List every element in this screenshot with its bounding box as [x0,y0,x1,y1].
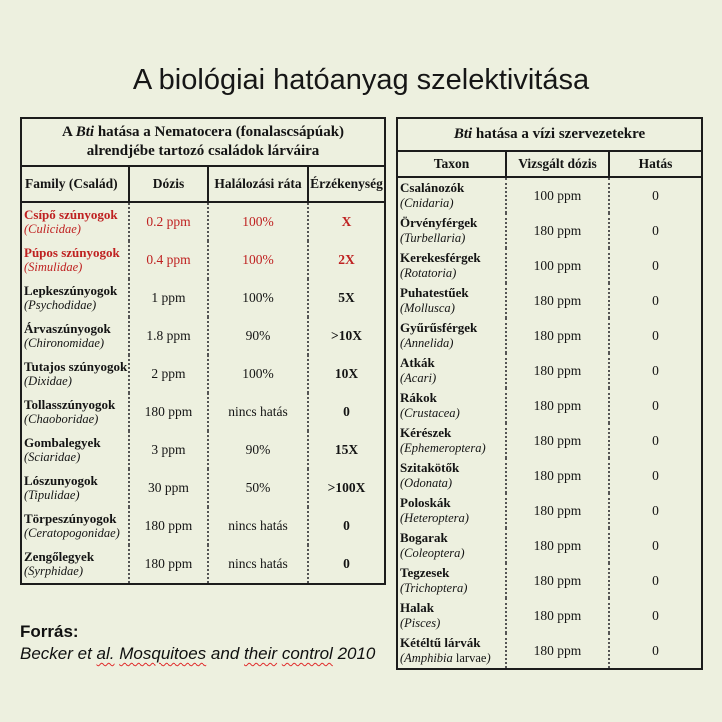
table-row [22,317,384,355]
family-cell [22,545,128,583]
aquatic-table-header-row [398,152,701,178]
dose-cell: 1.8 ppm [128,317,207,355]
aquatic-table-caption [398,119,701,152]
caption-segment: Bti [75,124,95,140]
caption-segment: A [61,124,76,140]
table-row [22,545,384,583]
table-row [22,279,384,317]
family-latin-name: (Sciaridae) [24,450,81,465]
effect-cell: 0 [608,388,701,423]
taxon-name: Halak [400,600,434,616]
effect-cell: 0 [608,318,701,353]
tested-dose-cell: 180 ppm [505,423,608,458]
family-name: Lepkeszúnyogok [24,282,118,298]
family-cell [22,241,128,279]
citation-segment: Becker et [20,644,97,663]
family-cell [22,317,128,355]
nematocera-table [20,117,386,585]
dose-cell: 180 ppm [128,545,207,583]
tested-dose-cell: 180 ppm [505,493,608,528]
taxon-name: Kétéltű lárvák [400,635,481,651]
tested-dose-cell: 180 ppm [505,353,608,388]
family-name: Árvaszúnyogok [24,320,111,336]
taxon-latin-name: (Annelida) [400,335,454,350]
family-latin-name: (Ceratopogonidae) [24,526,120,541]
sensitivity-cell: 2X [307,241,384,279]
dose-cell: 3 ppm [128,431,207,469]
table-row [22,431,384,469]
taxon-cell [398,353,505,388]
family-latin-name: (Tipulidae) [24,488,80,503]
taxon-latin-name: (Cnidaria) [400,195,454,210]
taxon-latin-name: (Acari) [400,370,437,385]
dose-cell: 180 ppm [128,507,207,545]
table-row [22,355,384,393]
source-citation [20,644,375,664]
tested-dose-cell: 100 ppm [505,178,608,213]
taxon-name: Örvényférgek [400,215,478,231]
table-row [22,241,384,279]
column-header-taxon: Taxon [433,156,470,172]
family-cell [22,507,128,545]
tested-dose-cell: 180 ppm [505,283,608,318]
aquatic-caption-line1 [400,125,699,144]
citation-segment: 2010 [332,644,376,663]
table-row [398,563,701,598]
family-latin-name: (Simulidae) [24,260,83,275]
family-latin-name: (Chaoboridae) [24,412,99,427]
taxon-latin-name: (Heteroptera) [400,510,469,525]
taxon-latin-suffix: larvae [452,650,487,665]
effect-cell: 0 [608,493,701,528]
mortality-cell: 50% [207,469,307,507]
tested-dose-cell: 180 ppm [505,633,608,668]
taxon-cell [398,528,505,563]
taxon-name: Tegzesek [400,565,450,581]
mortality-cell: 100% [207,279,307,317]
aquatic-table-body [398,178,701,668]
taxon-cell [398,493,505,528]
table-row [398,353,701,388]
citation-segment: Mosquitoes [119,644,207,663]
dose-cell: 1 ppm [128,279,207,317]
sensitivity-cell: 0 [307,393,384,431]
column-header-tested-dose: Vizsgált dózis [505,152,608,176]
table-row [398,248,701,283]
table-row [22,507,384,545]
mortality-cell: nincs hatás [207,393,307,431]
sensitivity-cell: >100X [307,469,384,507]
effect-cell: 0 [608,528,701,563]
family-latin-name: (Chironomidae) [24,336,105,351]
taxon-name: Puhatestűek [400,285,469,301]
taxon-name: Atkák [400,355,435,371]
mortality-cell: 90% [207,317,307,355]
family-cell [22,469,128,507]
citation-segment: and [206,644,244,663]
taxon-latin-name: (Ephemeroptera) [400,440,486,455]
sensitivity-cell: 0 [307,507,384,545]
table-row [398,178,701,213]
citation-segment: al. [96,644,115,663]
caption-segment: Bti [453,126,473,142]
family-name: Gombalegyek [24,434,101,450]
nematocera-table-header-row [22,167,384,203]
effect-cell: 0 [608,248,701,283]
family-name: Csípő szúnyogok [24,206,118,222]
effect-cell: 0 [608,563,701,598]
table-row [22,203,384,241]
mortality-cell: 100% [207,355,307,393]
nematocera-caption-line2: alrendjébe tartozó családok lárváira [86,143,320,160]
taxon-latin-name: (Odonata) [400,475,453,490]
taxon-latin-name: (Rotatoria) [400,265,457,280]
taxon-cell [398,213,505,248]
family-name: Törpeszúnyogok [24,510,117,526]
taxon-cell [398,598,505,633]
table-row [398,598,701,633]
family-name: Lószunyogok [24,472,98,488]
sensitivity-cell: 15X [307,431,384,469]
family-name: Púpos szúnyogok [24,244,120,260]
taxon-cell [398,633,505,668]
table-row [398,213,701,248]
table-row [398,633,701,668]
tested-dose-cell: 180 ppm [505,458,608,493]
taxon-cell [398,388,505,423]
taxon-name: Rákok [400,390,437,406]
family-latin-name: (Psychodidae) [24,298,97,313]
sensitivity-cell: 0 [307,545,384,583]
slide-title: A biológiai hatóanyag szelektivitása [132,64,590,96]
sensitivity-cell: X [307,203,384,241]
family-latin-name: (Dixidae) [24,374,72,389]
taxon-latin-name: (Coleoptera) [400,545,465,560]
dose-cell: 180 ppm [128,393,207,431]
source-block [20,622,375,664]
taxon-name: Bogarak [400,530,448,546]
taxon-name: Csalánozók [400,180,465,196]
column-header-mortality-rate: Halálozási ráta [207,167,307,201]
table-row [398,388,701,423]
family-cell [22,279,128,317]
source-label: Forrás: [20,622,79,641]
effect-cell: 0 [608,178,701,213]
effect-cell: 0 [608,633,701,668]
family-cell [22,431,128,469]
taxon-cell [398,283,505,318]
family-cell [22,393,128,431]
mortality-cell: 100% [207,203,307,241]
taxon-name: Kérészek [400,425,452,441]
effect-cell: 0 [608,423,701,458]
taxon-cell [398,458,505,493]
citation-segment: their [244,644,278,663]
effect-cell: 0 [608,213,701,248]
effect-cell: 0 [608,353,701,388]
taxon-latin-name: (Pisces) [400,615,441,630]
table-row [398,283,701,318]
taxon-latin-name: (Turbellaria) [400,230,466,245]
taxon-cell [398,563,505,598]
nematocera-table-caption [22,119,384,167]
family-cell [22,203,128,241]
effect-cell: 0 [608,598,701,633]
nematocera-caption-line1 [24,123,382,142]
tested-dose-cell: 180 ppm [505,388,608,423]
table-row [398,493,701,528]
tested-dose-cell: 100 ppm [505,248,608,283]
family-name: Zengőlegyek [24,548,95,564]
tested-dose-cell: 180 ppm [505,598,608,633]
tested-dose-cell: 180 ppm [505,563,608,598]
family-latin-name: (Culicidae) [24,222,81,237]
table-row [398,423,701,458]
family-latin-name: (Syrphidae) [24,564,84,579]
sensitivity-cell: 5X [307,279,384,317]
mortality-cell: 90% [207,431,307,469]
table-row [398,528,701,563]
caption-segment: hatása a vízi szervezetekre [472,126,646,142]
nematocera-table-body [22,203,384,583]
caption-segment: hatása a Nematocera (fonalascsápúak) [94,124,345,140]
mortality-cell: 100% [207,241,307,279]
table-row [398,458,701,493]
column-header-sensitivity: Érzékenység [307,167,384,201]
taxon-name: Gyűrűsférgek [400,320,478,336]
dose-cell: 30 ppm [128,469,207,507]
tested-dose-cell: 180 ppm [505,528,608,563]
taxon-name: Poloskák [400,495,451,511]
column-header-dose: Dózis [128,167,207,201]
taxon-latin-name: (Trichoptera) [400,580,468,595]
taxon-latin-name: (Crustacea) [400,405,460,420]
mortality-cell: nincs hatás [207,507,307,545]
taxon-cell [398,423,505,458]
sensitivity-cell: >10X [307,317,384,355]
dose-cell: 2 ppm [128,355,207,393]
dose-cell: 0.2 ppm [128,203,207,241]
table-row [22,469,384,507]
family-name: Tollasszúnyogok [24,396,116,412]
family-cell [22,355,128,393]
column-header-effect: Hatás [608,152,701,176]
mortality-cell: nincs hatás [207,545,307,583]
taxon-latin-name: (Amphibia larvae) [400,650,491,665]
family-name: Tutajos szúnyogok [24,358,128,374]
sensitivity-cell: 10X [307,355,384,393]
tested-dose-cell: 180 ppm [505,318,608,353]
taxon-name: Kerekesférgek [400,250,481,266]
taxon-latin-name: (Mollusca) [400,300,455,315]
column-header-family: Family (Család) [25,176,118,192]
dose-cell: 0.4 ppm [128,241,207,279]
effect-cell: 0 [608,283,701,318]
citation-segment: control [281,644,333,663]
taxon-cell [398,248,505,283]
table-row [22,393,384,431]
taxon-name: Szitakötők [400,460,460,476]
effect-cell: 0 [608,458,701,493]
table-row [398,318,701,353]
tested-dose-cell: 180 ppm [505,213,608,248]
taxon-cell [398,318,505,353]
aquatic-organisms-table [396,117,703,670]
taxon-cell [398,178,505,213]
